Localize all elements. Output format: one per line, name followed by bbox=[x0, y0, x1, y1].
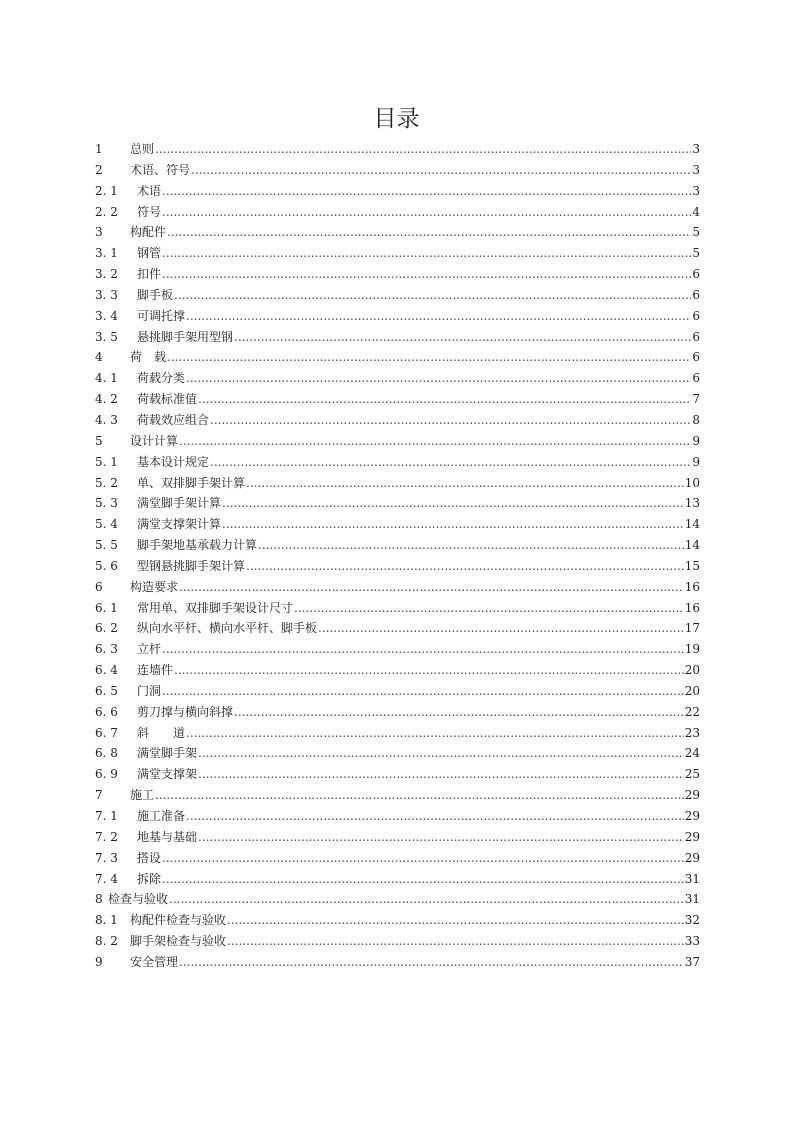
toc-entry-number: 6. 5 bbox=[95, 683, 118, 698]
toc-leader-dots bbox=[210, 410, 691, 431]
toc-entry-page: 3 bbox=[692, 162, 700, 177]
toc-entry-title: 检查与验收 bbox=[108, 892, 169, 907]
toc-entry-page: 13 bbox=[684, 496, 700, 511]
toc-entry-number: 4. 3 bbox=[95, 412, 118, 427]
toc-entry-page: 37 bbox=[684, 954, 700, 969]
toc-leader-dots bbox=[174, 660, 684, 681]
toc-entry-page: 32 bbox=[684, 913, 700, 928]
toc-entry[interactable] bbox=[95, 410, 700, 431]
toc-entry-page: 20 bbox=[684, 663, 700, 678]
toc-leader-dots bbox=[167, 347, 691, 368]
toc-entry-title: 荷 载 bbox=[130, 350, 167, 365]
toc-entry[interactable] bbox=[95, 514, 700, 535]
toc-leader-dots bbox=[162, 202, 691, 223]
toc-leader-dots bbox=[198, 764, 684, 785]
toc-entry-page: 31 bbox=[684, 871, 700, 886]
toc-entry-number: 7. 1 bbox=[95, 809, 118, 823]
toc-entry-page: 9 bbox=[692, 454, 700, 469]
toc-leader-dots bbox=[179, 952, 684, 973]
toc-entry-page: 23 bbox=[684, 725, 700, 740]
toc-entry-number: 8. 1 bbox=[95, 913, 118, 928]
toc-entry-page: 15 bbox=[684, 558, 700, 573]
toc-leader-dots bbox=[174, 285, 691, 306]
toc-entry-title: 常用单、双排脚手架设计尺寸 bbox=[137, 600, 294, 615]
toc-leader-dots bbox=[186, 723, 684, 744]
toc-leader-dots bbox=[162, 848, 684, 869]
toc-entry[interactable] bbox=[95, 181, 700, 202]
toc-entry-title: 施工准备 bbox=[137, 809, 186, 823]
toc-leader-dots bbox=[246, 473, 684, 494]
toc-entry-page: 24 bbox=[684, 746, 700, 761]
toc-entry-page: 14 bbox=[684, 538, 700, 553]
toc-entry-number: 1 bbox=[95, 142, 103, 156]
toc-entry-page: 29 bbox=[684, 788, 700, 803]
toc-entry-number: 3. 1 bbox=[95, 246, 118, 261]
toc-entry-number: 3. 4 bbox=[95, 308, 118, 323]
toc-entry[interactable] bbox=[95, 556, 700, 577]
toc-entry-title: 搭设 bbox=[137, 850, 162, 865]
toc-leader-dots bbox=[318, 618, 684, 639]
toc-entry-page: 29 bbox=[684, 829, 700, 844]
toc-entry-title: 满堂支撑架计算 bbox=[137, 517, 222, 532]
toc-entry[interactable] bbox=[95, 660, 700, 681]
toc-entry-number: 7. 2 bbox=[95, 829, 118, 844]
toc-entry-number: 3. 5 bbox=[95, 329, 118, 344]
toc-entry-number: 3. 3 bbox=[95, 287, 118, 302]
toc-leader-dots bbox=[155, 139, 691, 160]
toc-entry-number: 2. 2 bbox=[95, 204, 118, 219]
toc-entry-page: 6 bbox=[692, 267, 700, 282]
toc-entry[interactable] bbox=[95, 681, 700, 702]
toc-entry-title: 构配件 bbox=[130, 225, 167, 240]
toc-entry-page: 33 bbox=[684, 934, 700, 949]
toc-entry[interactable] bbox=[95, 202, 700, 223]
toc-entry-title: 门洞 bbox=[137, 683, 162, 698]
toc-entry-title: 满堂脚手架计算 bbox=[137, 496, 222, 511]
toc-entry-number: 6. 7 bbox=[95, 725, 118, 740]
toc-entry-number: 8 bbox=[95, 892, 103, 907]
toc-entry-page: 10 bbox=[684, 475, 700, 490]
toc-entry[interactable] bbox=[95, 347, 700, 368]
toc-entry[interactable] bbox=[95, 869, 700, 890]
toc-entry-title: 悬挑脚手架用型钢 bbox=[137, 329, 234, 344]
page-title: 目录 bbox=[373, 106, 420, 132]
toc-entry-page: 25 bbox=[684, 767, 700, 782]
toc-entry-title: 构造要求 bbox=[130, 579, 179, 594]
toc-entry-title: 荷载分类 bbox=[137, 371, 186, 386]
toc-entry-number: 8. 2 bbox=[95, 934, 118, 949]
toc-leader-dots bbox=[186, 368, 691, 389]
toc-entry-number: 4 bbox=[95, 350, 103, 365]
toc-entry[interactable] bbox=[95, 306, 700, 327]
toc-entry-title: 斜 道 bbox=[137, 725, 186, 740]
toc-entry-page: 9 bbox=[692, 433, 700, 448]
toc-entry[interactable] bbox=[95, 368, 700, 389]
toc-leader-dots bbox=[198, 389, 691, 410]
toc-entry[interactable] bbox=[95, 764, 700, 785]
toc-entry-title: 地基与基础 bbox=[137, 829, 198, 844]
toc-entry-title: 脚手架检查与验收 bbox=[130, 934, 227, 949]
toc-entry[interactable] bbox=[95, 702, 700, 723]
toc-entry-page: 6 bbox=[692, 287, 700, 302]
toc-entry[interactable] bbox=[95, 931, 700, 952]
toc-entry[interactable] bbox=[95, 389, 700, 410]
toc-entry-number: 6. 8 bbox=[95, 746, 118, 761]
toc-entry-title: 构配件检查与验收 bbox=[130, 913, 227, 928]
toc-entry-page: 6 bbox=[692, 371, 700, 386]
toc-entry-title: 单、双排脚手架计算 bbox=[137, 475, 246, 490]
toc-leader-dots bbox=[186, 806, 684, 827]
toc-leader-dots bbox=[234, 327, 691, 348]
toc-entry-title: 满堂脚手架 bbox=[137, 746, 198, 761]
toc-leader-dots bbox=[222, 514, 684, 535]
toc-entry-title: 拆除 bbox=[137, 871, 162, 886]
toc-leader-dots bbox=[162, 181, 691, 202]
toc-entry[interactable] bbox=[95, 827, 700, 848]
toc-entry-number: 5. 1 bbox=[95, 454, 118, 469]
toc-entry-number: 6. 6 bbox=[95, 704, 118, 719]
toc-entry[interactable] bbox=[95, 577, 700, 598]
toc-entry-number: 5. 3 bbox=[95, 496, 118, 511]
toc-entry-page: 5 bbox=[692, 225, 700, 240]
toc-entry-title: 立杆 bbox=[137, 642, 162, 657]
toc-entry[interactable] bbox=[95, 452, 700, 473]
toc-entry-number: 5. 2 bbox=[95, 475, 118, 490]
toc-entry-title: 安全管理 bbox=[130, 954, 179, 969]
toc-leader-dots bbox=[222, 493, 684, 514]
toc-entry-title: 脚手架地基承载力计算 bbox=[137, 538, 258, 553]
toc-entry-page: 6 bbox=[692, 308, 700, 323]
toc-entry-title: 型钢悬挑脚手架计算 bbox=[137, 558, 246, 573]
toc-entry-number: 6. 9 bbox=[95, 767, 118, 782]
toc-entry-number: 6. 3 bbox=[95, 642, 118, 657]
toc-entry-number: 6. 2 bbox=[95, 621, 118, 636]
toc-entry-title: 术语 bbox=[137, 183, 162, 198]
toc-entry-number: 7. 4 bbox=[95, 871, 118, 886]
toc-entry[interactable] bbox=[95, 743, 700, 764]
toc-entry-title: 脚手板 bbox=[137, 287, 174, 302]
toc-entry-number: 5. 5 bbox=[95, 538, 118, 553]
toc-entry-title: 扣件 bbox=[137, 267, 162, 282]
toc-entry-number: 9 bbox=[95, 954, 103, 969]
toc-entry[interactable] bbox=[95, 431, 700, 452]
toc-leader-dots bbox=[186, 306, 691, 327]
toc-entry-number: 2. 1 bbox=[95, 183, 118, 198]
table-of-contents bbox=[95, 139, 700, 973]
toc-leader-dots bbox=[162, 264, 691, 285]
toc-entry[interactable] bbox=[95, 910, 700, 931]
toc-leader-dots bbox=[169, 889, 684, 910]
toc-entry-number: 5. 4 bbox=[95, 517, 118, 532]
toc-leader-dots bbox=[162, 681, 684, 702]
toc-entry[interactable] bbox=[95, 952, 700, 973]
toc-entry-page: 4 bbox=[692, 204, 700, 219]
toc-entry[interactable] bbox=[95, 848, 700, 869]
toc-entry[interactable] bbox=[95, 598, 700, 619]
toc-entry[interactable] bbox=[95, 327, 700, 348]
toc-entry-number: 7. 3 bbox=[95, 850, 118, 865]
toc-entry-number: 5. 6 bbox=[95, 558, 118, 573]
toc-entry-title: 基本设计规定 bbox=[137, 454, 210, 469]
toc-entry[interactable] bbox=[95, 285, 700, 306]
toc-leader-dots bbox=[198, 743, 684, 764]
toc-entry[interactable] bbox=[95, 723, 700, 744]
toc-entry-title: 连墙件 bbox=[137, 663, 174, 678]
toc-entry-page: 22 bbox=[684, 704, 700, 719]
toc-leader-dots bbox=[162, 243, 691, 264]
toc-entry-number: 6. 1 bbox=[95, 600, 118, 615]
toc-leader-dots bbox=[198, 827, 684, 848]
toc-entry-page: 6 bbox=[692, 350, 700, 365]
toc-entry-number: 6. 4 bbox=[95, 663, 118, 678]
toc-entry[interactable] bbox=[95, 493, 700, 514]
toc-entry-title: 施工 bbox=[130, 788, 155, 803]
toc-entry-number: 3. 2 bbox=[95, 267, 118, 282]
toc-entry-title: 设计计算 bbox=[130, 433, 179, 448]
toc-leader-dots bbox=[234, 702, 684, 723]
toc-leader-dots bbox=[210, 452, 691, 473]
toc-entry-page: 29 bbox=[684, 809, 700, 823]
toc-entry[interactable] bbox=[95, 639, 700, 660]
toc-entry-page: 16 bbox=[684, 600, 700, 615]
toc-leader-dots bbox=[246, 556, 684, 577]
toc-leader-dots bbox=[179, 431, 691, 452]
toc-entry-number: 5 bbox=[95, 433, 103, 448]
toc-entry-title: 纵向水平杆、横向水平杆、脚手板 bbox=[137, 621, 318, 636]
toc-leader-dots bbox=[294, 598, 684, 619]
toc-entry[interactable] bbox=[95, 264, 700, 285]
toc-leader-dots bbox=[227, 931, 684, 952]
toc-leader-dots bbox=[167, 222, 691, 243]
toc-entry-title: 总则 bbox=[130, 142, 155, 156]
toc-entry-title: 荷载效应组合 bbox=[137, 412, 210, 427]
toc-entry-number: 4. 1 bbox=[95, 371, 118, 386]
toc-entry-page: 14 bbox=[684, 517, 700, 532]
toc-entry-title: 满堂支撑架 bbox=[137, 767, 198, 782]
toc-entry-page: 16 bbox=[684, 579, 700, 594]
toc-leader-dots bbox=[191, 160, 691, 181]
toc-entry-title: 荷载标准值 bbox=[137, 392, 198, 407]
toc-entry[interactable] bbox=[95, 473, 700, 494]
toc-leader-dots bbox=[258, 535, 684, 556]
toc-entry-number: 3 bbox=[95, 225, 103, 240]
toc-entry-page: 3 bbox=[692, 183, 700, 198]
toc-entry[interactable] bbox=[95, 243, 700, 264]
toc-entry-title: 钢管 bbox=[137, 246, 162, 261]
toc-entry[interactable] bbox=[95, 139, 700, 160]
toc-entry-page: 20 bbox=[684, 683, 700, 698]
toc-entry-page: 7 bbox=[692, 392, 700, 407]
toc-entry[interactable] bbox=[95, 222, 700, 243]
toc-entry-page: 19 bbox=[684, 642, 700, 657]
toc-leader-dots bbox=[179, 577, 684, 598]
toc-leader-dots bbox=[155, 785, 684, 806]
toc-entry[interactable] bbox=[95, 785, 700, 806]
toc-leader-dots bbox=[162, 869, 684, 890]
toc-leader-dots bbox=[227, 910, 684, 931]
toc-entry-page: 6 bbox=[692, 329, 700, 344]
toc-entry-number: 4. 2 bbox=[95, 392, 118, 407]
toc-entry-page: 5 bbox=[692, 246, 700, 261]
toc-entry-page: 29 bbox=[684, 850, 700, 865]
toc-entry[interactable] bbox=[95, 160, 700, 181]
toc-entry[interactable] bbox=[95, 889, 700, 910]
toc-entry[interactable] bbox=[95, 618, 700, 639]
toc-entry-number: 6 bbox=[95, 579, 103, 594]
toc-entry[interactable] bbox=[95, 806, 700, 827]
toc-entry-title: 术语、符号 bbox=[130, 162, 191, 177]
toc-entry-title: 可调托撑 bbox=[137, 308, 186, 323]
toc-leader-dots bbox=[162, 639, 684, 660]
toc-entry-page: 17 bbox=[684, 621, 700, 636]
toc-entry[interactable] bbox=[95, 535, 700, 556]
toc-entry-page: 8 bbox=[692, 412, 700, 427]
toc-entry-number: 2 bbox=[95, 162, 103, 177]
toc-entry-page: 31 bbox=[684, 892, 700, 907]
toc-entry-page: 3 bbox=[692, 142, 700, 156]
toc-entry-title: 符号 bbox=[137, 204, 162, 219]
toc-entry-title: 剪刀撑与横向斜撑 bbox=[137, 704, 234, 719]
toc-entry-number: 7 bbox=[95, 788, 103, 803]
